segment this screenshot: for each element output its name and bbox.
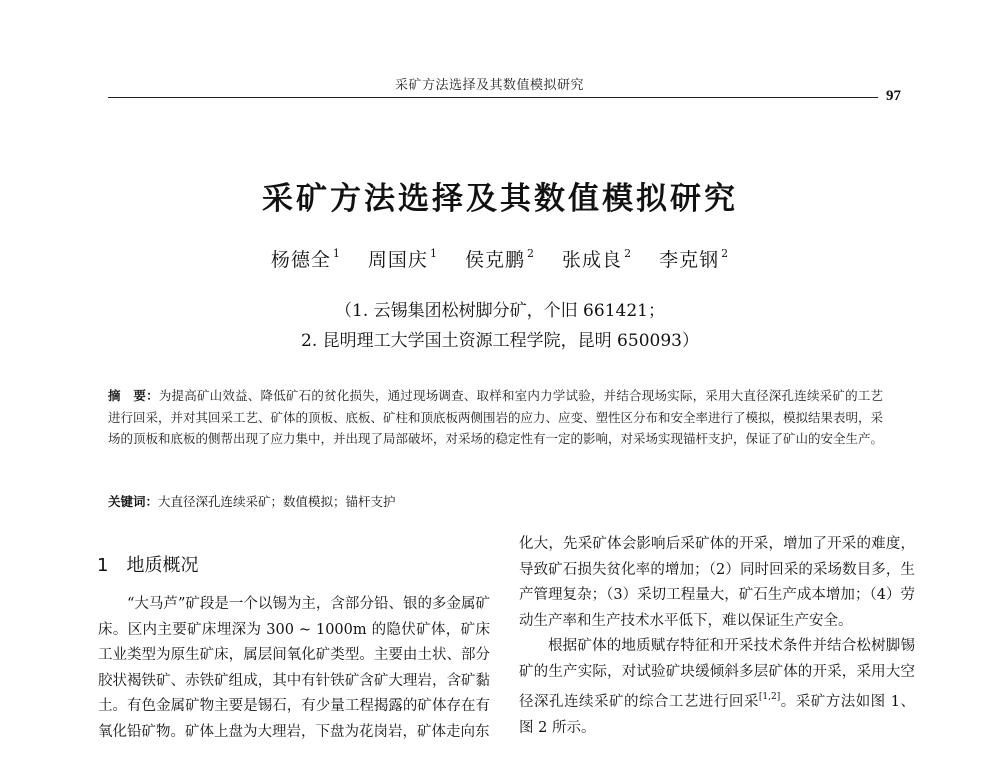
section-heading [97,551,198,577]
section-number: 1 [97,555,109,576]
running-head: 采矿方法选择及其数值模拟研究 [395,78,585,93]
keywords-label: 关键词： [108,494,159,509]
abstract [108,385,883,450]
author-2: 周国庆 $^1$ [367,247,438,271]
body-paragraph: 化大，先采矿体会影响后采矿体的开采，增加了开采的难度，导致矿石损失贫化率的增加；（2）同时回采的采场数目多，生产管理复杂；（3）采切工程量大，矿石生产成本增加；（4）劳动生产率和生产技术水平低下，难以保证生产安全。 [519,536,915,629]
abstract-label: 摘 要： [108,388,159,403]
body-column-right [519,532,915,741]
page-number: 97 [886,88,901,104]
affiliation-2: 2. 昆明理工大学国土资源工程学院，昆明 650093） [301,331,699,351]
author-5: 李克钢 $^2$ [659,247,730,271]
section-title: 地质概况 [126,555,199,576]
author-list [0,245,1000,272]
citation: [1,2] [758,692,781,702]
keywords [108,492,883,510]
author-4: 张成良 $^2$ [562,247,633,271]
body-paragraph: “大马芦”矿段是一个以锡为主，含部分铅、银的多金属矿床。区内主要矿床埋深为 300 ~ 1000m 的隐伏矿体，矿床工业类型为原生矿床，属层间氧化矿类型。主要由土状、部分胶状褐铁矿、赤铁矿组成，其中有针铁矿含矿大理岩，含矿黏土。有色金属矿物主要是锡石，有少量工程揭露的矿体存在有氧化铅矿物。矿体上盘为大理岩，下盘为花岗岩，矿体走向东 [98,596,490,740]
author-1: 杨德全 $^1$ [270,247,341,271]
article-title: 采矿方法选择及其数值模拟研究 [262,181,738,217]
body-paragraph: 根据矿体的地质赋存特征和开采技术条件并结合松树脚锡矿的生产实际，对试验矿块缓倾斜多层矿体的开采，采用大空径深孔连续采矿的综合工艺进行回采[1,2]。采矿方法如图 1、图 2 所示。 [519,638,915,736]
keywords-text: 大直径深孔连续采矿；数值模拟；锚杆支护 [158,494,396,509]
affiliation-1: （1. 云锡集团松树脚分矿，个旧 661421； [335,301,665,321]
abstract-text: 为提高矿山效益、降低矿石的贫化损失，通过现场调查、取样和室内力学试验，并结合现场实际，采用大直径深孔连续采矿的工艺进行回采，并对其回采工艺、矿体的顶板、底板、矿柱和顶底板两侧围岩的应力、应变、塑性区分布和安全率进行了模拟，模拟结果表明，采场的顶板和底板的侧帮出现了应力集中，并出现了局部破坏，对采场的稳定性有一定的影响，对采场实现锚杆支护，保证了矿山的安全生产。 [108,388,884,446]
body-column-left [98,592,490,745]
author-3: 侯克鹏 $^2$ [464,247,535,271]
header-rule [108,97,878,98]
